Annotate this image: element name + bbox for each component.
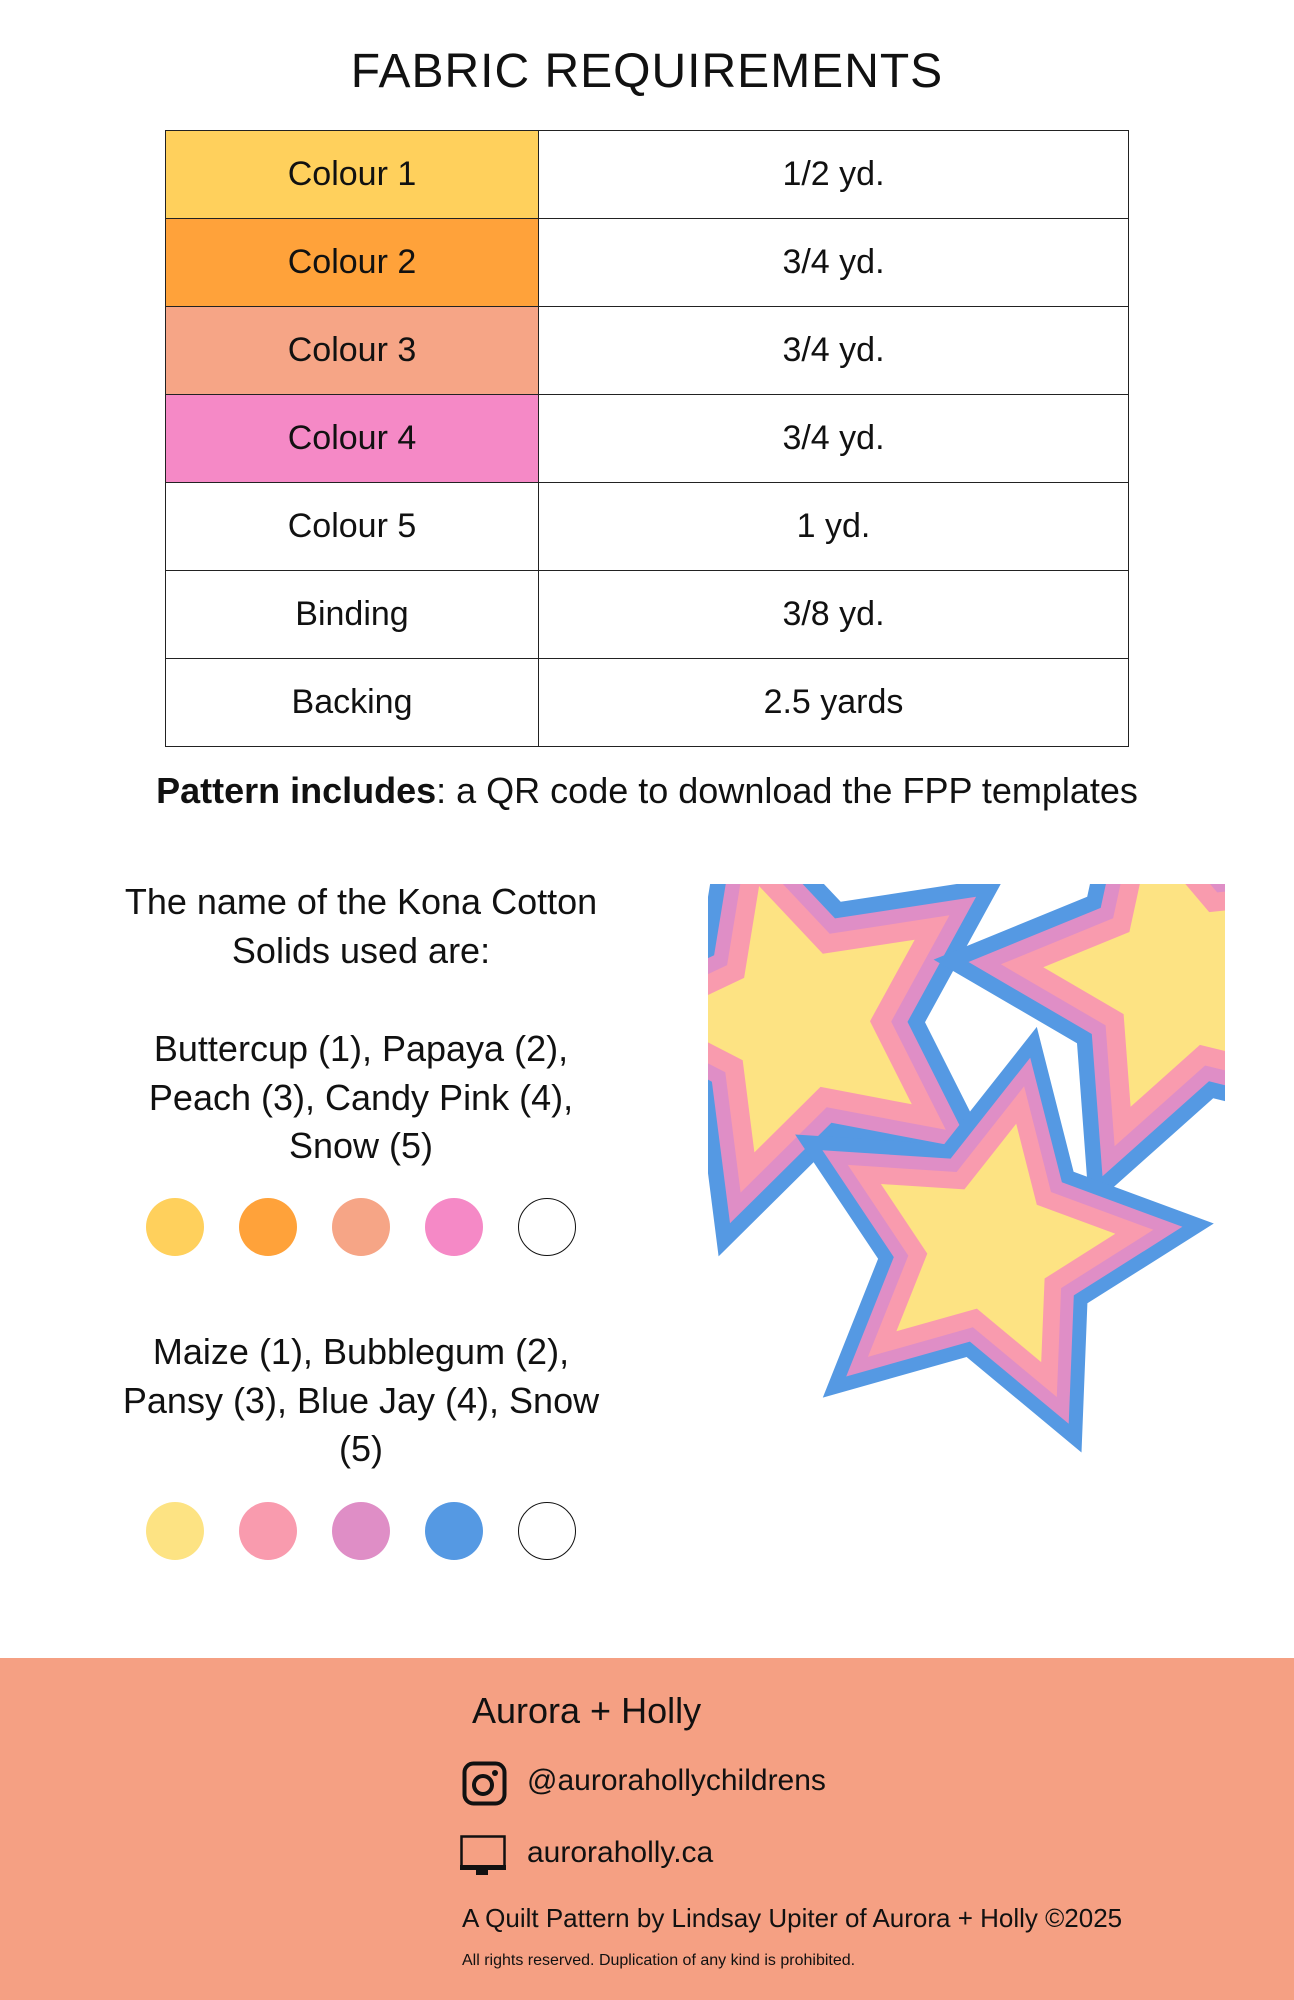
intro-line: The name of the Kona Cotton bbox=[124, 881, 598, 922]
palette-line: Maize (1), Bubblegum (2), bbox=[152, 1331, 570, 1372]
requirement-row bbox=[166, 395, 1129, 483]
fabric-amount: 2.5 yards bbox=[539, 659, 1129, 747]
requirement-row bbox=[166, 131, 1129, 219]
palette-1-names bbox=[80, 1025, 642, 1171]
brand-name: Aurora + Holly bbox=[472, 1690, 702, 1731]
rights-notice: All rights reserved. Duplication of any kind is prohibited. bbox=[462, 1952, 856, 1969]
fabric-label: Colour 1 bbox=[166, 131, 539, 219]
fabric-amount: 3/4 yd. bbox=[539, 219, 1129, 307]
color-swatch bbox=[518, 1198, 576, 1256]
palette-2-names bbox=[80, 1328, 642, 1474]
fabric-requirements-table bbox=[165, 130, 1129, 747]
requirement-row bbox=[166, 571, 1129, 659]
star-quilt-illustration bbox=[708, 884, 1225, 1608]
color-swatch bbox=[425, 1502, 483, 1560]
color-swatch bbox=[518, 1502, 576, 1560]
fabric-amount: 1/2 yd. bbox=[539, 131, 1129, 219]
page-title: FABRIC REQUIREMENTS bbox=[350, 45, 944, 98]
color-swatch bbox=[146, 1198, 204, 1256]
intro-line: Solids used are: bbox=[231, 929, 491, 971]
color-swatch bbox=[425, 1198, 483, 1256]
fabric-label: Backing bbox=[166, 659, 539, 747]
fabric-amount: 3/4 yd. bbox=[539, 307, 1129, 395]
color-swatch bbox=[332, 1198, 390, 1256]
color-swatch bbox=[239, 1502, 297, 1560]
palette-line: (5) bbox=[339, 1428, 383, 1469]
instagram-handle[interactable]: @aurorahollychildrens bbox=[527, 1764, 826, 1797]
instagram-icon bbox=[462, 1761, 507, 1806]
footer bbox=[0, 1658, 1294, 2000]
fabric-label: Colour 3 bbox=[166, 307, 539, 395]
pattern-includes-note bbox=[0, 770, 1294, 812]
solids-intro bbox=[80, 878, 642, 975]
computer-icon bbox=[460, 1835, 506, 1877]
fabric-label: Colour 5 bbox=[166, 483, 539, 571]
website-link[interactable]: auroraholly.ca bbox=[527, 1836, 714, 1869]
fabric-label: Colour 4 bbox=[166, 395, 539, 483]
fabric-amount: 3/4 yd. bbox=[539, 395, 1129, 483]
fabric-amount: 1 yd. bbox=[539, 483, 1129, 571]
requirement-row bbox=[166, 659, 1129, 747]
fabric-label: Colour 2 bbox=[166, 219, 539, 307]
credit-line: A Quilt Pattern by Lindsay Upiter of Aurora + Holly ©2025 bbox=[462, 1903, 1123, 1933]
color-swatch bbox=[239, 1198, 297, 1256]
requirement-row bbox=[166, 483, 1129, 571]
requirement-row bbox=[166, 307, 1129, 395]
fabric-amount: 3/8 yd. bbox=[539, 571, 1129, 659]
palette-line: Pansy (3), Blue Jay (4), Snow bbox=[122, 1379, 600, 1421]
palette-line: Buttercup (1), Papaya (2), bbox=[153, 1028, 569, 1069]
includes-text: : a QR code to download the FPP templates bbox=[436, 770, 1138, 811]
fabric-label: Binding bbox=[166, 571, 539, 659]
requirement-row bbox=[166, 219, 1129, 307]
color-swatch bbox=[146, 1502, 204, 1560]
palette-line: Peach (3), Candy Pink (4), bbox=[148, 1076, 574, 1118]
palette-line: Snow (5) bbox=[288, 1125, 434, 1166]
includes-label: Pattern includes bbox=[156, 770, 437, 811]
color-swatch bbox=[332, 1502, 390, 1560]
